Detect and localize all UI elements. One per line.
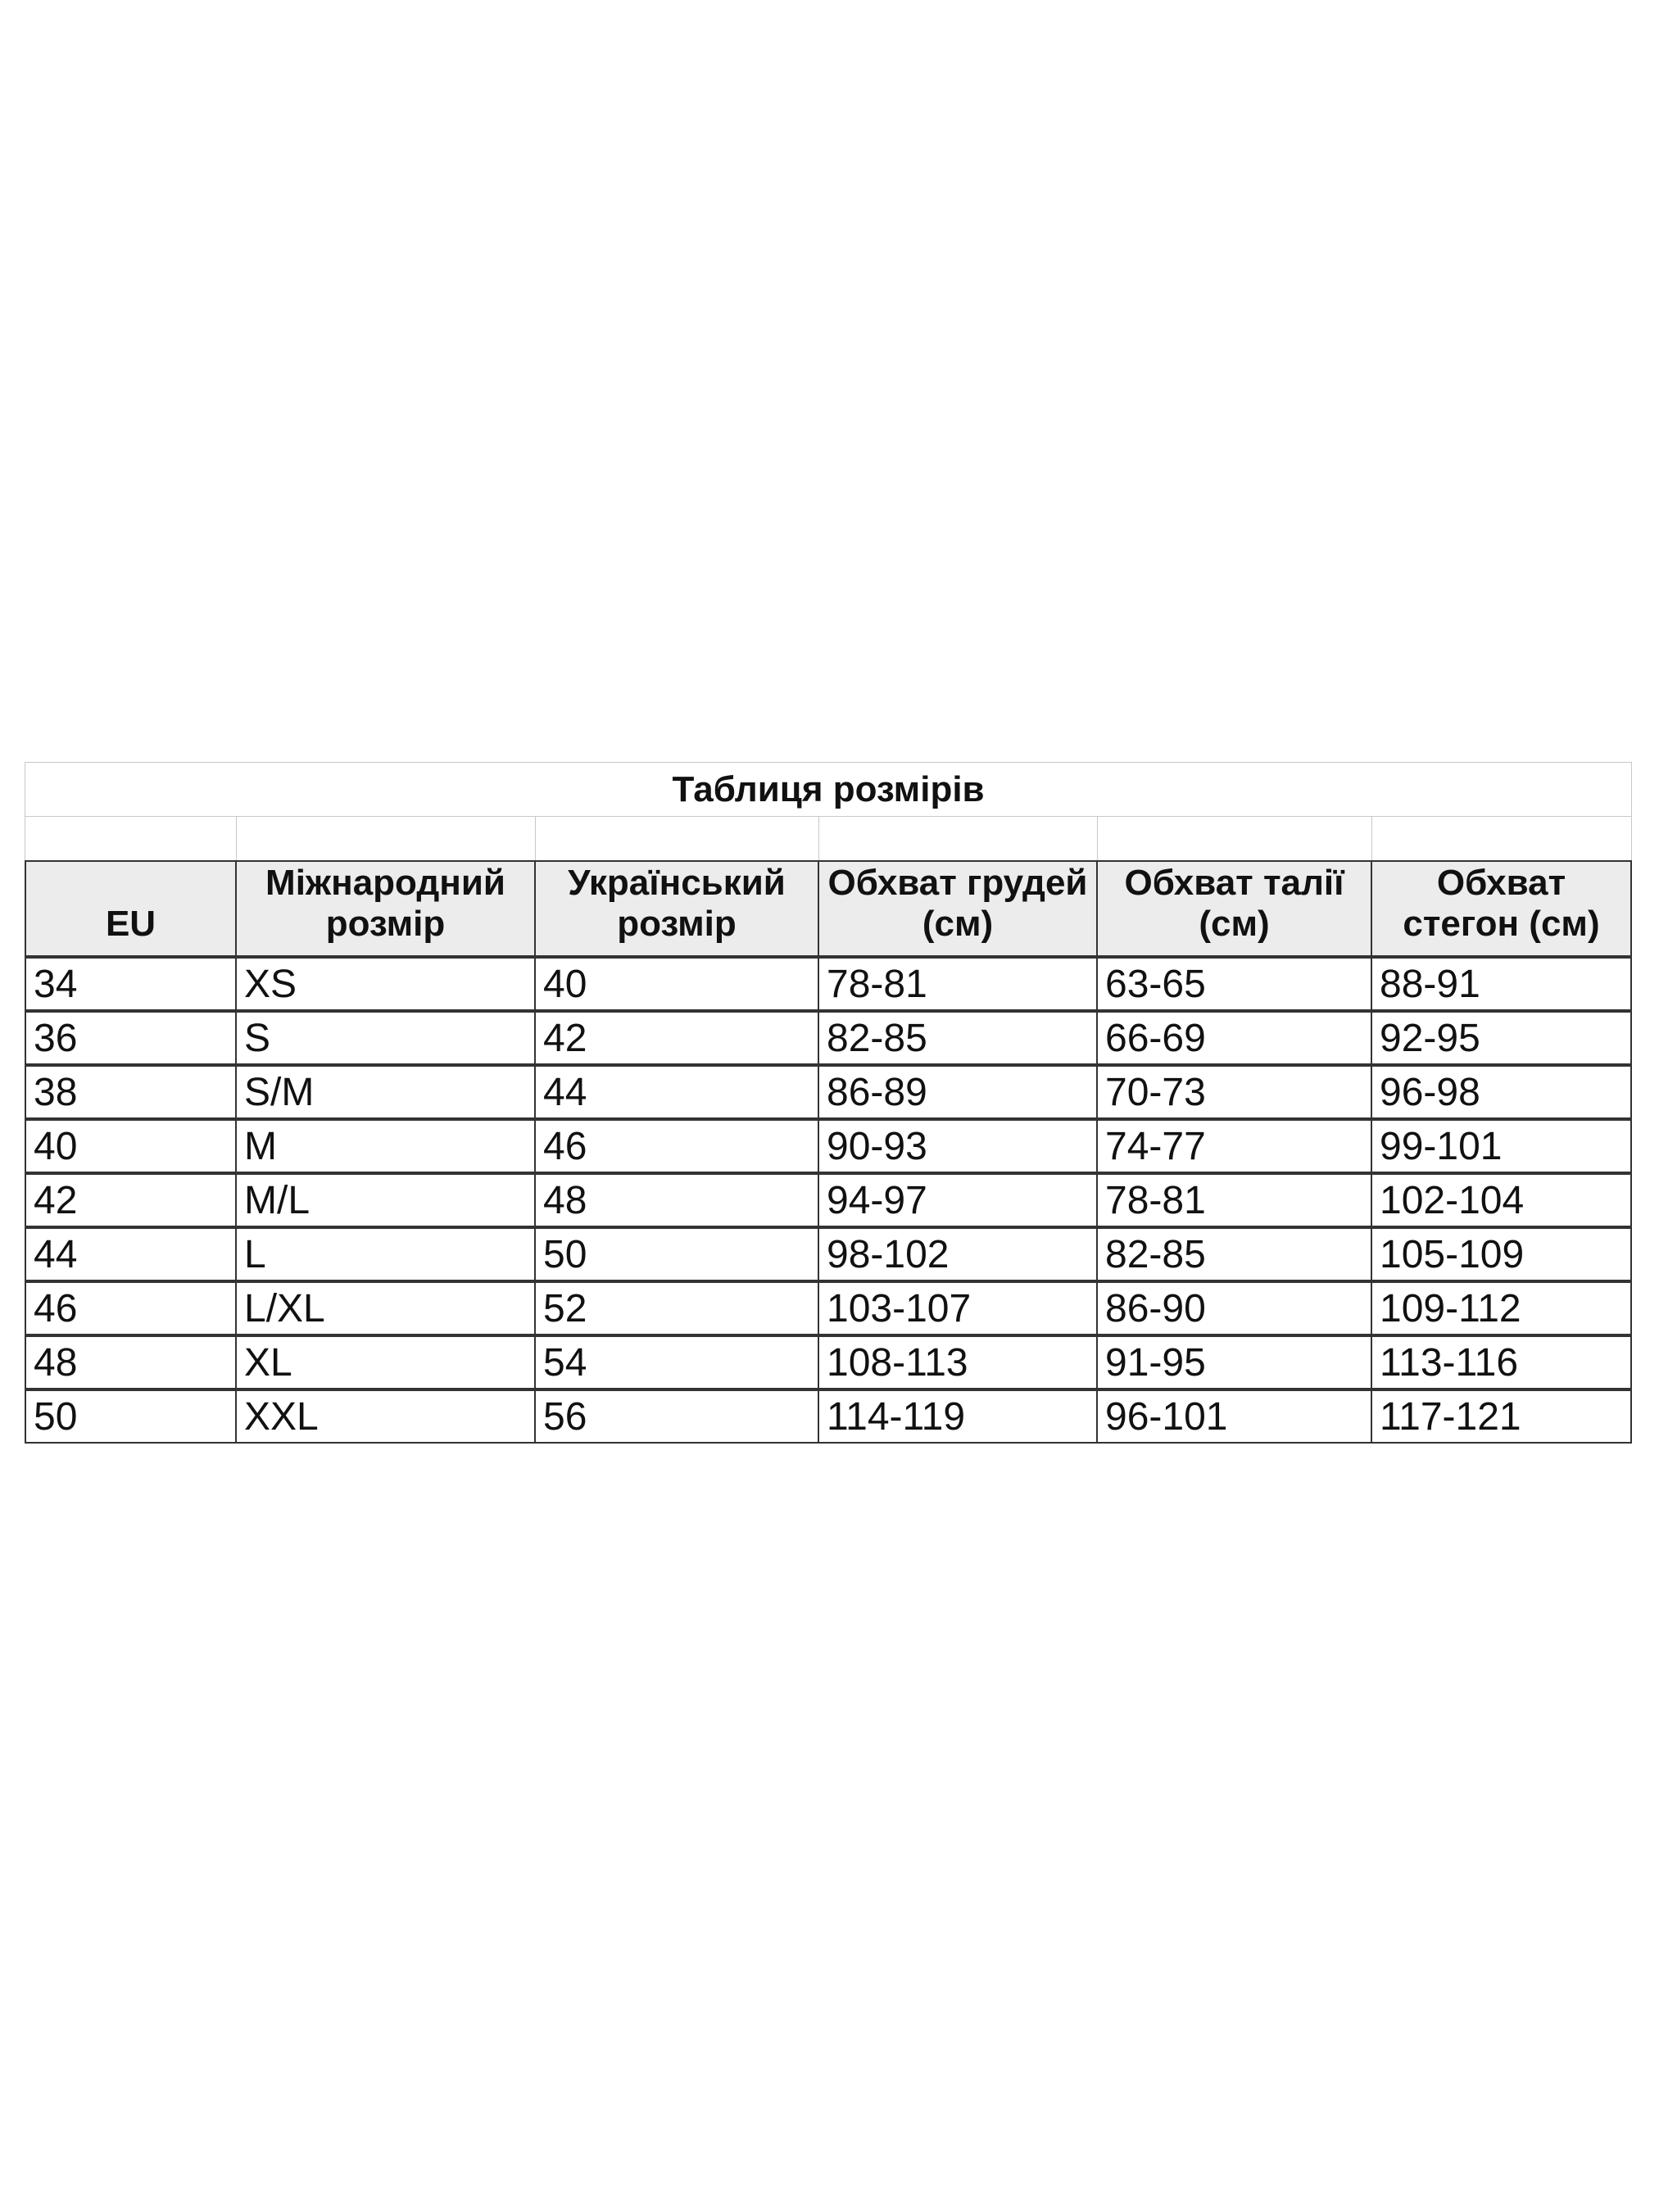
size-cell: 48 [25, 1335, 237, 1389]
table-row [25, 1119, 1632, 1173]
size-cell: 99-101 [1372, 1119, 1632, 1173]
size-cell: 54 [536, 1335, 819, 1389]
size-cell: 74-77 [1098, 1119, 1372, 1173]
size-cell: 86-89 [819, 1065, 1098, 1119]
table-title: Таблиця розмірів [25, 762, 1632, 817]
spacer-cell [536, 817, 819, 860]
size-cell: 40 [25, 1119, 237, 1173]
size-cell: 52 [536, 1281, 819, 1335]
size-cell: XXL [237, 1389, 536, 1444]
size-cell: 78-81 [1098, 1173, 1372, 1227]
column-header-ukrainian-size: Український розмір [536, 860, 819, 957]
size-table [25, 762, 1632, 1444]
size-cell: 38 [25, 1065, 237, 1119]
size-cell: L/XL [237, 1281, 536, 1335]
spacer-cell [1372, 817, 1632, 860]
column-header-hips: Обхват стегон (см) [1372, 860, 1632, 957]
size-cell: S/M [237, 1065, 536, 1119]
size-cell: 46 [25, 1281, 237, 1335]
size-cell: 82-85 [819, 1011, 1098, 1065]
size-cell: 46 [536, 1119, 819, 1173]
table-row [25, 1389, 1632, 1444]
size-cell: 92-95 [1372, 1011, 1632, 1065]
table-row [25, 1227, 1632, 1281]
size-cell: 105-109 [1372, 1227, 1632, 1281]
size-cell: 42 [25, 1173, 237, 1227]
size-cell: 109-112 [1372, 1281, 1632, 1335]
size-cell: 88-91 [1372, 957, 1632, 1011]
table-row [25, 1011, 1632, 1065]
size-cell: 86-90 [1098, 1281, 1372, 1335]
size-cell: 91-95 [1098, 1335, 1372, 1389]
column-header-chest: Обхват грудей (см) [819, 860, 1098, 957]
table-row [25, 1335, 1632, 1389]
table-row [25, 957, 1632, 1011]
column-header-waist: Обхват талії (см) [1098, 860, 1372, 957]
size-cell: M [237, 1119, 536, 1173]
size-cell: 50 [536, 1227, 819, 1281]
size-cell: 113-116 [1372, 1335, 1632, 1389]
spacer-cell [25, 817, 237, 860]
size-cell: 42 [536, 1011, 819, 1065]
size-cell: 56 [536, 1389, 819, 1444]
size-cell: 63-65 [1098, 957, 1372, 1011]
size-chart-sheet [25, 762, 1632, 1444]
size-cell: 66-69 [1098, 1011, 1372, 1065]
size-cell: 44 [25, 1227, 237, 1281]
table-body [25, 957, 1632, 1444]
spacer-cell [237, 817, 536, 860]
size-cell: 44 [536, 1065, 819, 1119]
size-cell: 96-98 [1372, 1065, 1632, 1119]
size-cell: 70-73 [1098, 1065, 1372, 1119]
table-row [25, 1281, 1632, 1335]
size-cell: M/L [237, 1173, 536, 1227]
size-cell: 36 [25, 1011, 237, 1065]
size-cell: 108-113 [819, 1335, 1098, 1389]
size-cell: 90-93 [819, 1119, 1098, 1173]
size-cell: 98-102 [819, 1227, 1098, 1281]
size-cell: S [237, 1011, 536, 1065]
size-cell: 34 [25, 957, 237, 1011]
spacer-cell [1098, 817, 1372, 860]
size-cell: 117-121 [1372, 1389, 1632, 1444]
spacer-cell [819, 817, 1098, 860]
size-cell: 50 [25, 1389, 237, 1444]
size-cell: 103-107 [819, 1281, 1098, 1335]
spacer-row [25, 817, 1632, 860]
size-cell: L [237, 1227, 536, 1281]
size-cell: 40 [536, 957, 819, 1011]
column-header-eu: EU [25, 860, 237, 957]
header-row [25, 860, 1632, 957]
size-cell: 78-81 [819, 957, 1098, 1011]
size-cell: 114-119 [819, 1389, 1098, 1444]
column-header-international-size: Міжнародний розмір [237, 860, 536, 957]
title-row [25, 762, 1632, 817]
size-cell: 96-101 [1098, 1389, 1372, 1444]
size-cell: XL [237, 1335, 536, 1389]
size-cell: 82-85 [1098, 1227, 1372, 1281]
size-cell: XS [237, 957, 536, 1011]
table-row [25, 1065, 1632, 1119]
size-cell: 48 [536, 1173, 819, 1227]
size-cell: 94-97 [819, 1173, 1098, 1227]
table-row [25, 1173, 1632, 1227]
size-cell: 102-104 [1372, 1173, 1632, 1227]
